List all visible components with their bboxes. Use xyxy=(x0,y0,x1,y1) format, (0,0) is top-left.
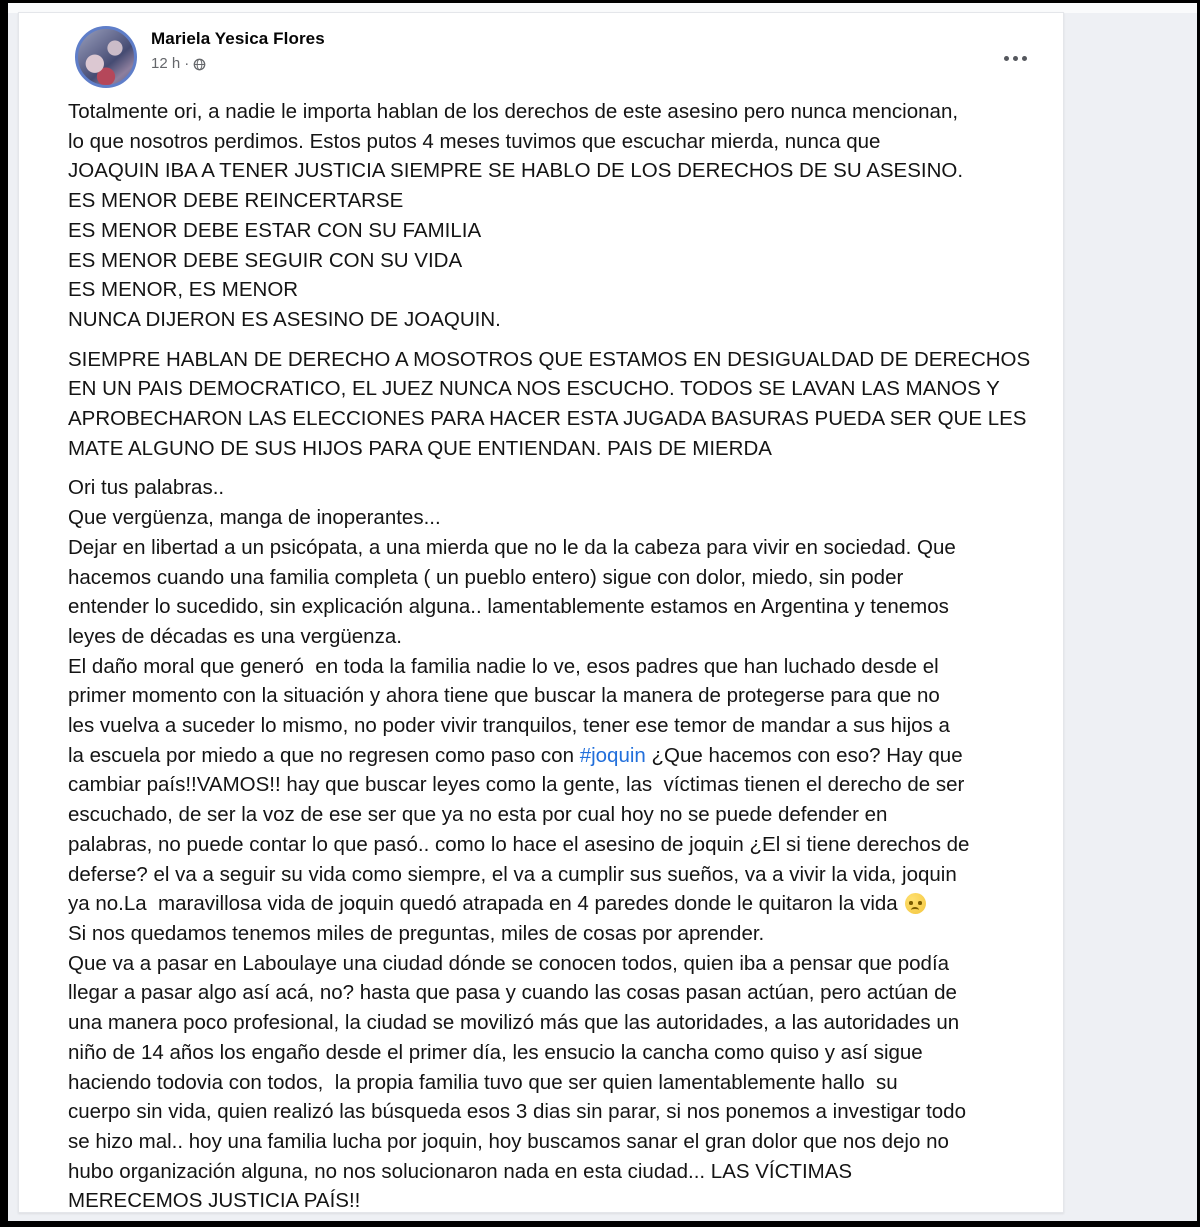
post-text-line: ES MENOR DEBE ESTAR CON SU FAMILIA xyxy=(68,218,482,242)
meta-separator: · xyxy=(184,55,190,72)
post-text-line: cuerpo sin vida, quien realizó las búsqueda esos 3 dias sin parar, si nos ponemos a investigar todo xyxy=(68,1100,966,1124)
post-text-line: Totalmente ori, a nadie le importa hablan de los derechos de este asesino pero nunca mencionan, xyxy=(68,100,959,123)
post-text-line: Ori tus palabras.. xyxy=(68,476,225,500)
post-text-line: ES MENOR DEBE SEGUIR CON SU VIDA xyxy=(68,248,463,272)
post-text-line: la escuela por miedo a que no regresen como paso con #joquin ¿Que hacemos con eso? Hay que xyxy=(68,743,963,767)
post-text-line: haciendo todovia con todos, la propia familia tuvo que ser quien lamentablemente hallo su xyxy=(68,1070,898,1094)
post-meta xyxy=(151,55,206,72)
facebook-post-card xyxy=(18,12,1064,1213)
post-options-button[interactable] xyxy=(995,43,1035,73)
post-text-line: palabras, no puede contar lo que pasó.. como lo hace el asesino de joquin ¿El si tiene derechos de xyxy=(68,832,970,856)
post-text-line: Dejar en libertad a un psicópata, a una mierda que no le da la cabeza para vivir en sociedad. Que xyxy=(68,535,956,559)
post-text-line: APROBECHARON LAS ELECCIONES PARA HACER ESTA JUGADA BASURAS PUEDA SER QUE LES xyxy=(68,407,1027,431)
post-paragraphs xyxy=(68,97,1058,1213)
post-text-line: se hizo mal.. hoy una familia lucha por joquin, hoy buscamos sanar el gran dolor que nos dejo no xyxy=(68,1129,949,1153)
post-text-line: MATE ALGUNO DE SUS HIJOS PARA QUE ENTIENDAN. PAIS DE MIERDA xyxy=(68,436,772,460)
post-text-line: MERECEMOS JUSTICIA PAÍS!! xyxy=(68,1189,361,1213)
hashtag-link[interactable]: #joquin xyxy=(579,743,646,767)
post-text-line: entender lo sucedido, sin explicación alguna.. lamentablemente estamos en Argentina y tenemos xyxy=(68,595,949,619)
post-text-line: leyes de décadas es una vergüenza. xyxy=(68,624,402,648)
post-text-line: El daño moral que generó en toda la familia nadie lo ve, esos padres que han luchado desde el xyxy=(68,654,939,678)
post-text-line: escuchado, de ser la voz de ese ser que ya no esta por cual hoy no se puede defender en xyxy=(68,803,888,827)
post-text-line: NUNCA DIJERON ES ASESINO DE JOAQUIN. xyxy=(68,307,501,331)
post-paragraph xyxy=(68,345,1058,464)
post-text-line: les vuelva a suceder lo mismo, no poder vivir tranquilos, tener ese temor de mandar a sus hijos a xyxy=(68,714,950,738)
author-name[interactable]: Mariela Yesica Flores xyxy=(151,29,325,48)
post-text-line: JOAQUIN IBA A TENER JUSTICIA SIEMPRE SE HABLO DE LOS DERECHOS DE SU ASESINO. xyxy=(68,159,964,183)
post-text-line: EN UN PAIS DEMOCRATICO, EL JUEZ NUNCA NOS ESCUCHO. TODOS SE LAVAN LAS MANOS Y xyxy=(68,377,1000,401)
post-text-line: ES MENOR, ES MENOR xyxy=(68,278,299,302)
post-text-line: una manera poco profesional, la ciudad se movilizó más que las autoridades, a las autoridades un xyxy=(68,1011,960,1035)
post-text-line: ya no.La maravillosa vida de joquin quedó atrapada en 4 paredes donde le quitaron la vida xyxy=(68,889,1058,919)
post-text-line: niño de 14 años los engaño desde el primer día, les ensucio la cancha como quiso y así sigue xyxy=(68,1040,923,1064)
post-text-line: SIEMPRE HABLAN DE DERECHO A MOSOTROS QUE ESTAMOS EN DESIGUALDAD DE DERECHOS xyxy=(68,347,1031,371)
post-paragraph xyxy=(68,473,1058,1213)
post-text-line: llegar a pasar algo así acá, no? hasta que pasa y cuando las cosas pasan actúan, pero actúan de xyxy=(68,981,957,1005)
post-text-line: ES MENOR DEBE REINCERTARSE xyxy=(68,189,404,213)
post-text-line: hacemos cuando una familia completa ( un pueblo entero) sigue con dolor, miedo, sin poder xyxy=(68,565,904,589)
globe-icon xyxy=(193,58,206,71)
sad-emoji xyxy=(905,893,926,914)
post-text-line: lo que nosotros perdimos. Estos putos 4 meses tuvimos que escuchar mierda, nunca que xyxy=(68,129,881,153)
avatar[interactable] xyxy=(75,26,137,88)
post-text-line: cambiar país!!VAMOS!! hay que buscar leyes como la gente, las víctimas tienen el derecho de ser xyxy=(68,773,965,797)
post-paragraph xyxy=(68,97,1058,335)
three-dots-icon xyxy=(1004,56,1009,61)
post-text-line: Que va a pasar en Laboulaye una ciudad dónde se conocen todos, quien iba a pensar que podía xyxy=(68,951,950,975)
page-background xyxy=(8,3,1197,1221)
post-text-line: Si nos quedamos tenemos miles de preguntas, miles de cosas por aprender. xyxy=(68,921,765,945)
post-text-line: hubo organización alguna, no nos solucionaron nada en esta ciudad... LAS VÍCTIMAS xyxy=(68,1159,853,1183)
post-text-line: primer momento con la situación y ahora tiene que buscar la manera de protegerse para que no xyxy=(68,684,940,708)
timestamp[interactable]: 12 h xyxy=(151,55,181,72)
post-text-line: Que vergüenza, manga de inoperantes... xyxy=(68,506,441,530)
post-text-line: deferse? el va a seguir su vida como siempre, el va a cumplir sus sueños, va a vivir la vida, joquin xyxy=(68,862,957,886)
